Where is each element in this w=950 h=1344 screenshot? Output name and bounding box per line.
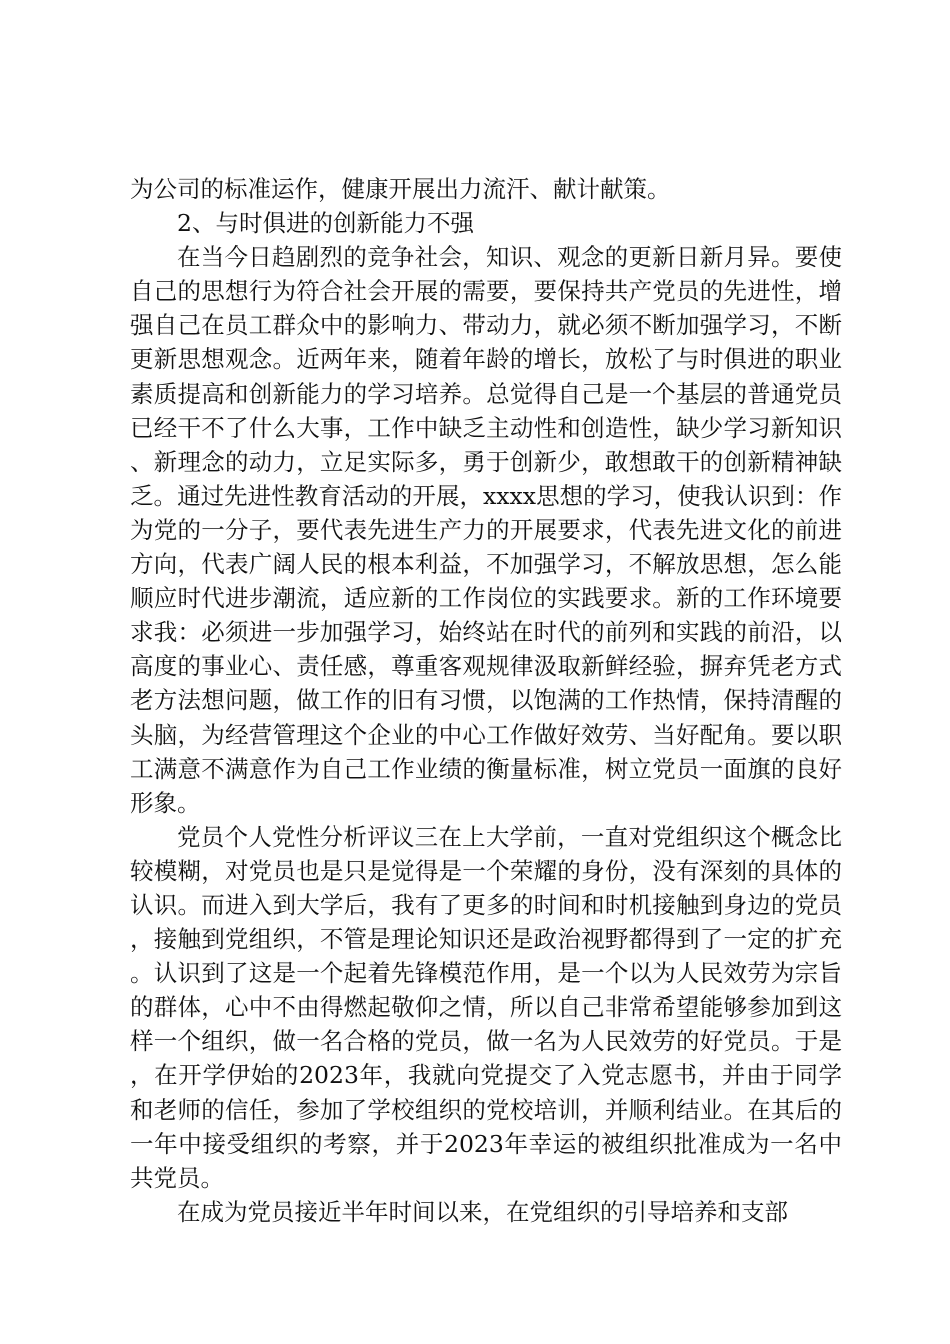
section-heading: 2、与时俱进的创新能力不强 bbox=[177, 209, 474, 238]
document-body bbox=[130, 172, 842, 1229]
paragraph-innovation: 在当今日趋剧烈的竞争社会，知识、观念的更新日新月异。要使自己的思想行为符合社会开展的需要，要保持共产党员的先进性，增强自己在员工群众中的影响力、带动力，就必须不断加强学习，不断更新思想观念。近两年来，随着年龄的增长，放松了与时俱进的职业素质提高和创新能力的学习培养。总觉得自己是一个基层的普通党员已经干不了什么大事，工作中缺乏主动性和创造性，缺少学习新知识、新理念的动力，立足实际多，勇于创新少，敢想敢干的创新精神缺乏。通过先进性教育活动的开展，xxxx思想的学习，使我认识到：作为党的一分子，要代表先进生产力的开展要求，代表先进文化的前进方向，代表广阔人民的根本利益，不加强学习，不解放思想，怎么能顺应时代进步潮流，适应新的工作岗位的实践要求。新的工作环境要求我：必须进一步加强学习，始终站在时代的前列和实践的前沿，以高度的事业心、责任感，尊重客观规律汲取新鲜经验，摒弃凭老方式老方法想问题，做工作的旧有习惯，以饱满的工作热情，保持清醒的头脑，为经营管理这个企业的中心工作做好效劳、当好配角。要以职工满意不满意作为自己工作业绩的衡量标准，树立党员一面旗的良好形象。 bbox=[130, 243, 842, 817]
paragraph-party-analysis: 党员个人党性分析评议三在上大学前，一直对党组织这个概念比较模糊，对党员也是只是觉得是一个荣耀的身份，没有深刻的具体的认识。而进入到大学后，我有了更多的时间和时机接触到身边的党员，接触到党组织，不管是理论知识还是政治视野都得到了一定的扩充。认识到了这是一个起着先锋模范作用，是一个以为人民效劳为宗旨的群体，心中不由得燃起敬仰之情，所以自己非常希望能够参加到这样一个组织，做一名合格的党员，做一名为人民效劳的好党员。于是，在开学伊始的2023年，我就向党提交了入党志愿书，并由于同学和老师的信任，参加了学校组织的党校培训，并顺利结业。在其后的一年中接受组织的考察，并于2023年幸运的被组织批准成为一名中共党员。 bbox=[130, 822, 842, 1192]
paragraph-half-year: 在成为党员接近半年时间以来，在党组织的引导培养和支部 bbox=[177, 1197, 788, 1226]
paragraph-continuation: 为公司的标准运作，健康开展出力流汗、献计献策。 bbox=[130, 175, 671, 203]
